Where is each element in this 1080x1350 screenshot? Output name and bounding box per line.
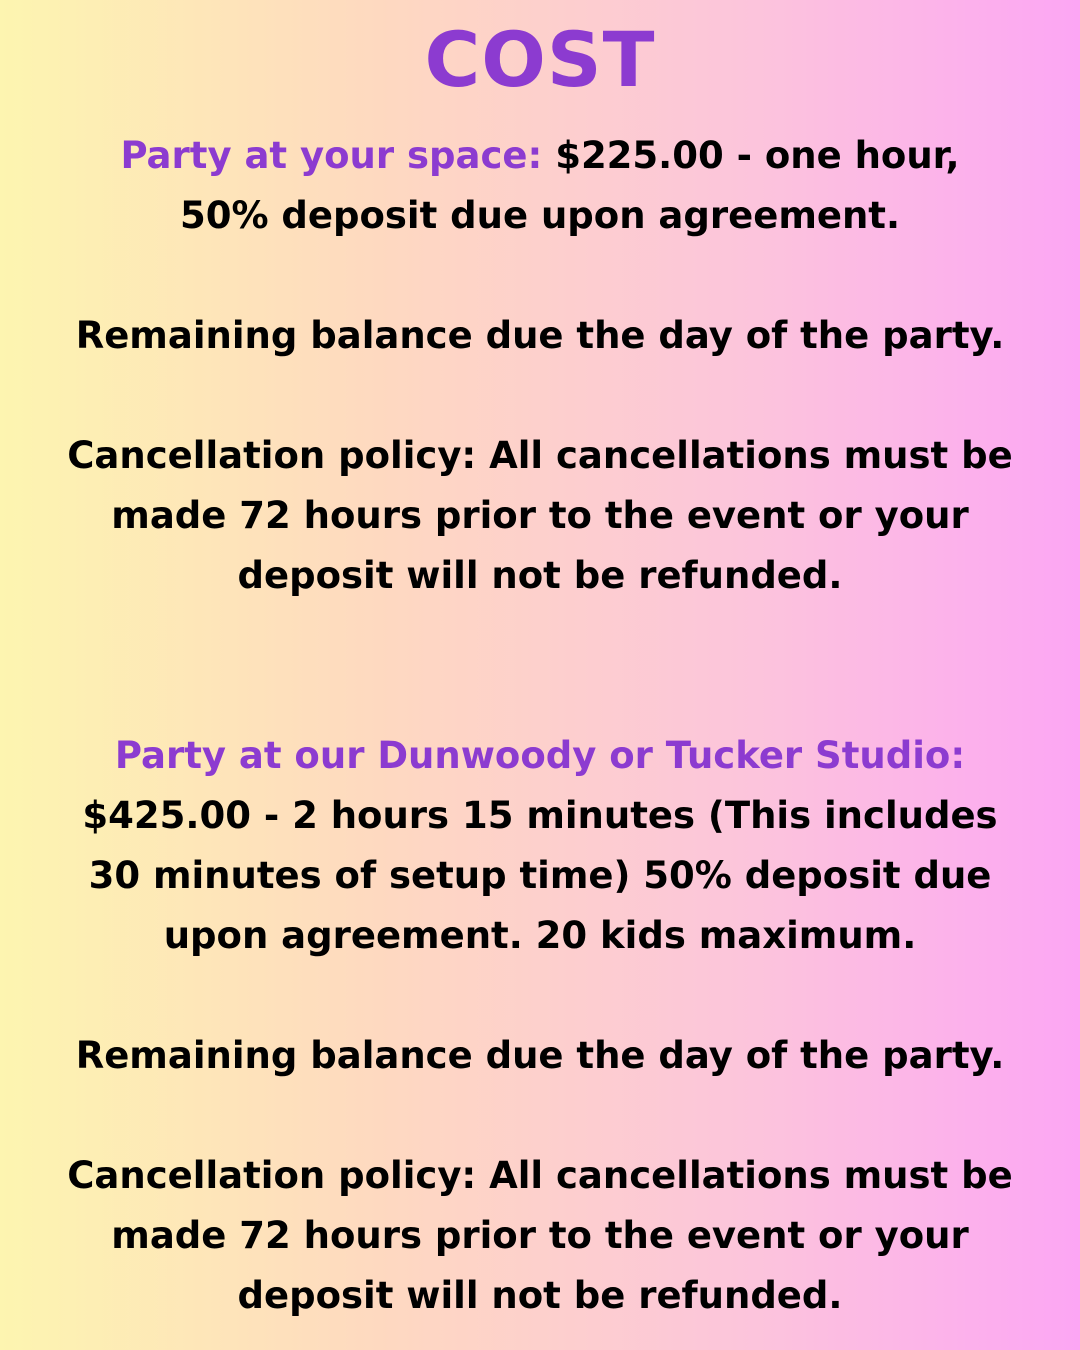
section-heading-studio: Party at our Dunwoody or Tucker Studio:	[114, 734, 966, 777]
section-your-space-price	[20, 126, 1060, 246]
section-studio-cancellation	[20, 1146, 1060, 1326]
studio-price-line-1: $425.00 - 2 hours 15 minutes (This includes	[82, 794, 998, 837]
cancellation-line-2: made 72 hours prior to the event or your	[111, 494, 969, 537]
studio-price-line-2: 30 minutes of setup time) 50% deposit due	[88, 854, 992, 897]
studio-price-line-3: upon agreement. 20 kids maximum.	[163, 914, 917, 957]
section-heading-your-space: Party at your space:	[120, 134, 543, 177]
deposit-line: 50% deposit due upon agreement.	[179, 194, 901, 237]
price-amount: $225.00 - one hour,	[542, 134, 960, 177]
section-studio-balance	[20, 1026, 1060, 1086]
price-line-1	[20, 126, 1060, 186]
section-studio-price	[20, 726, 1060, 966]
section-your-space-balance	[20, 306, 1060, 366]
cancellation-line-1: Cancellation policy: All cancellations must be	[67, 434, 1013, 477]
studio-balance-line: Remaining balance due the day of the party.	[75, 1034, 1005, 1077]
section-your-space-cancellation	[20, 426, 1060, 606]
cancellation-line-3: deposit will not be refunded.	[237, 554, 843, 597]
balance-line: Remaining balance due the day of the party.	[75, 314, 1005, 357]
page-title: COST	[424, 15, 656, 104]
studio-cancellation-line-2: made 72 hours prior to the event or your	[111, 1214, 969, 1257]
studio-cancellation-line-1: Cancellation policy: All cancellations must be	[67, 1154, 1013, 1197]
studio-cancellation-line-3: deposit will not be refunded.	[237, 1274, 843, 1317]
